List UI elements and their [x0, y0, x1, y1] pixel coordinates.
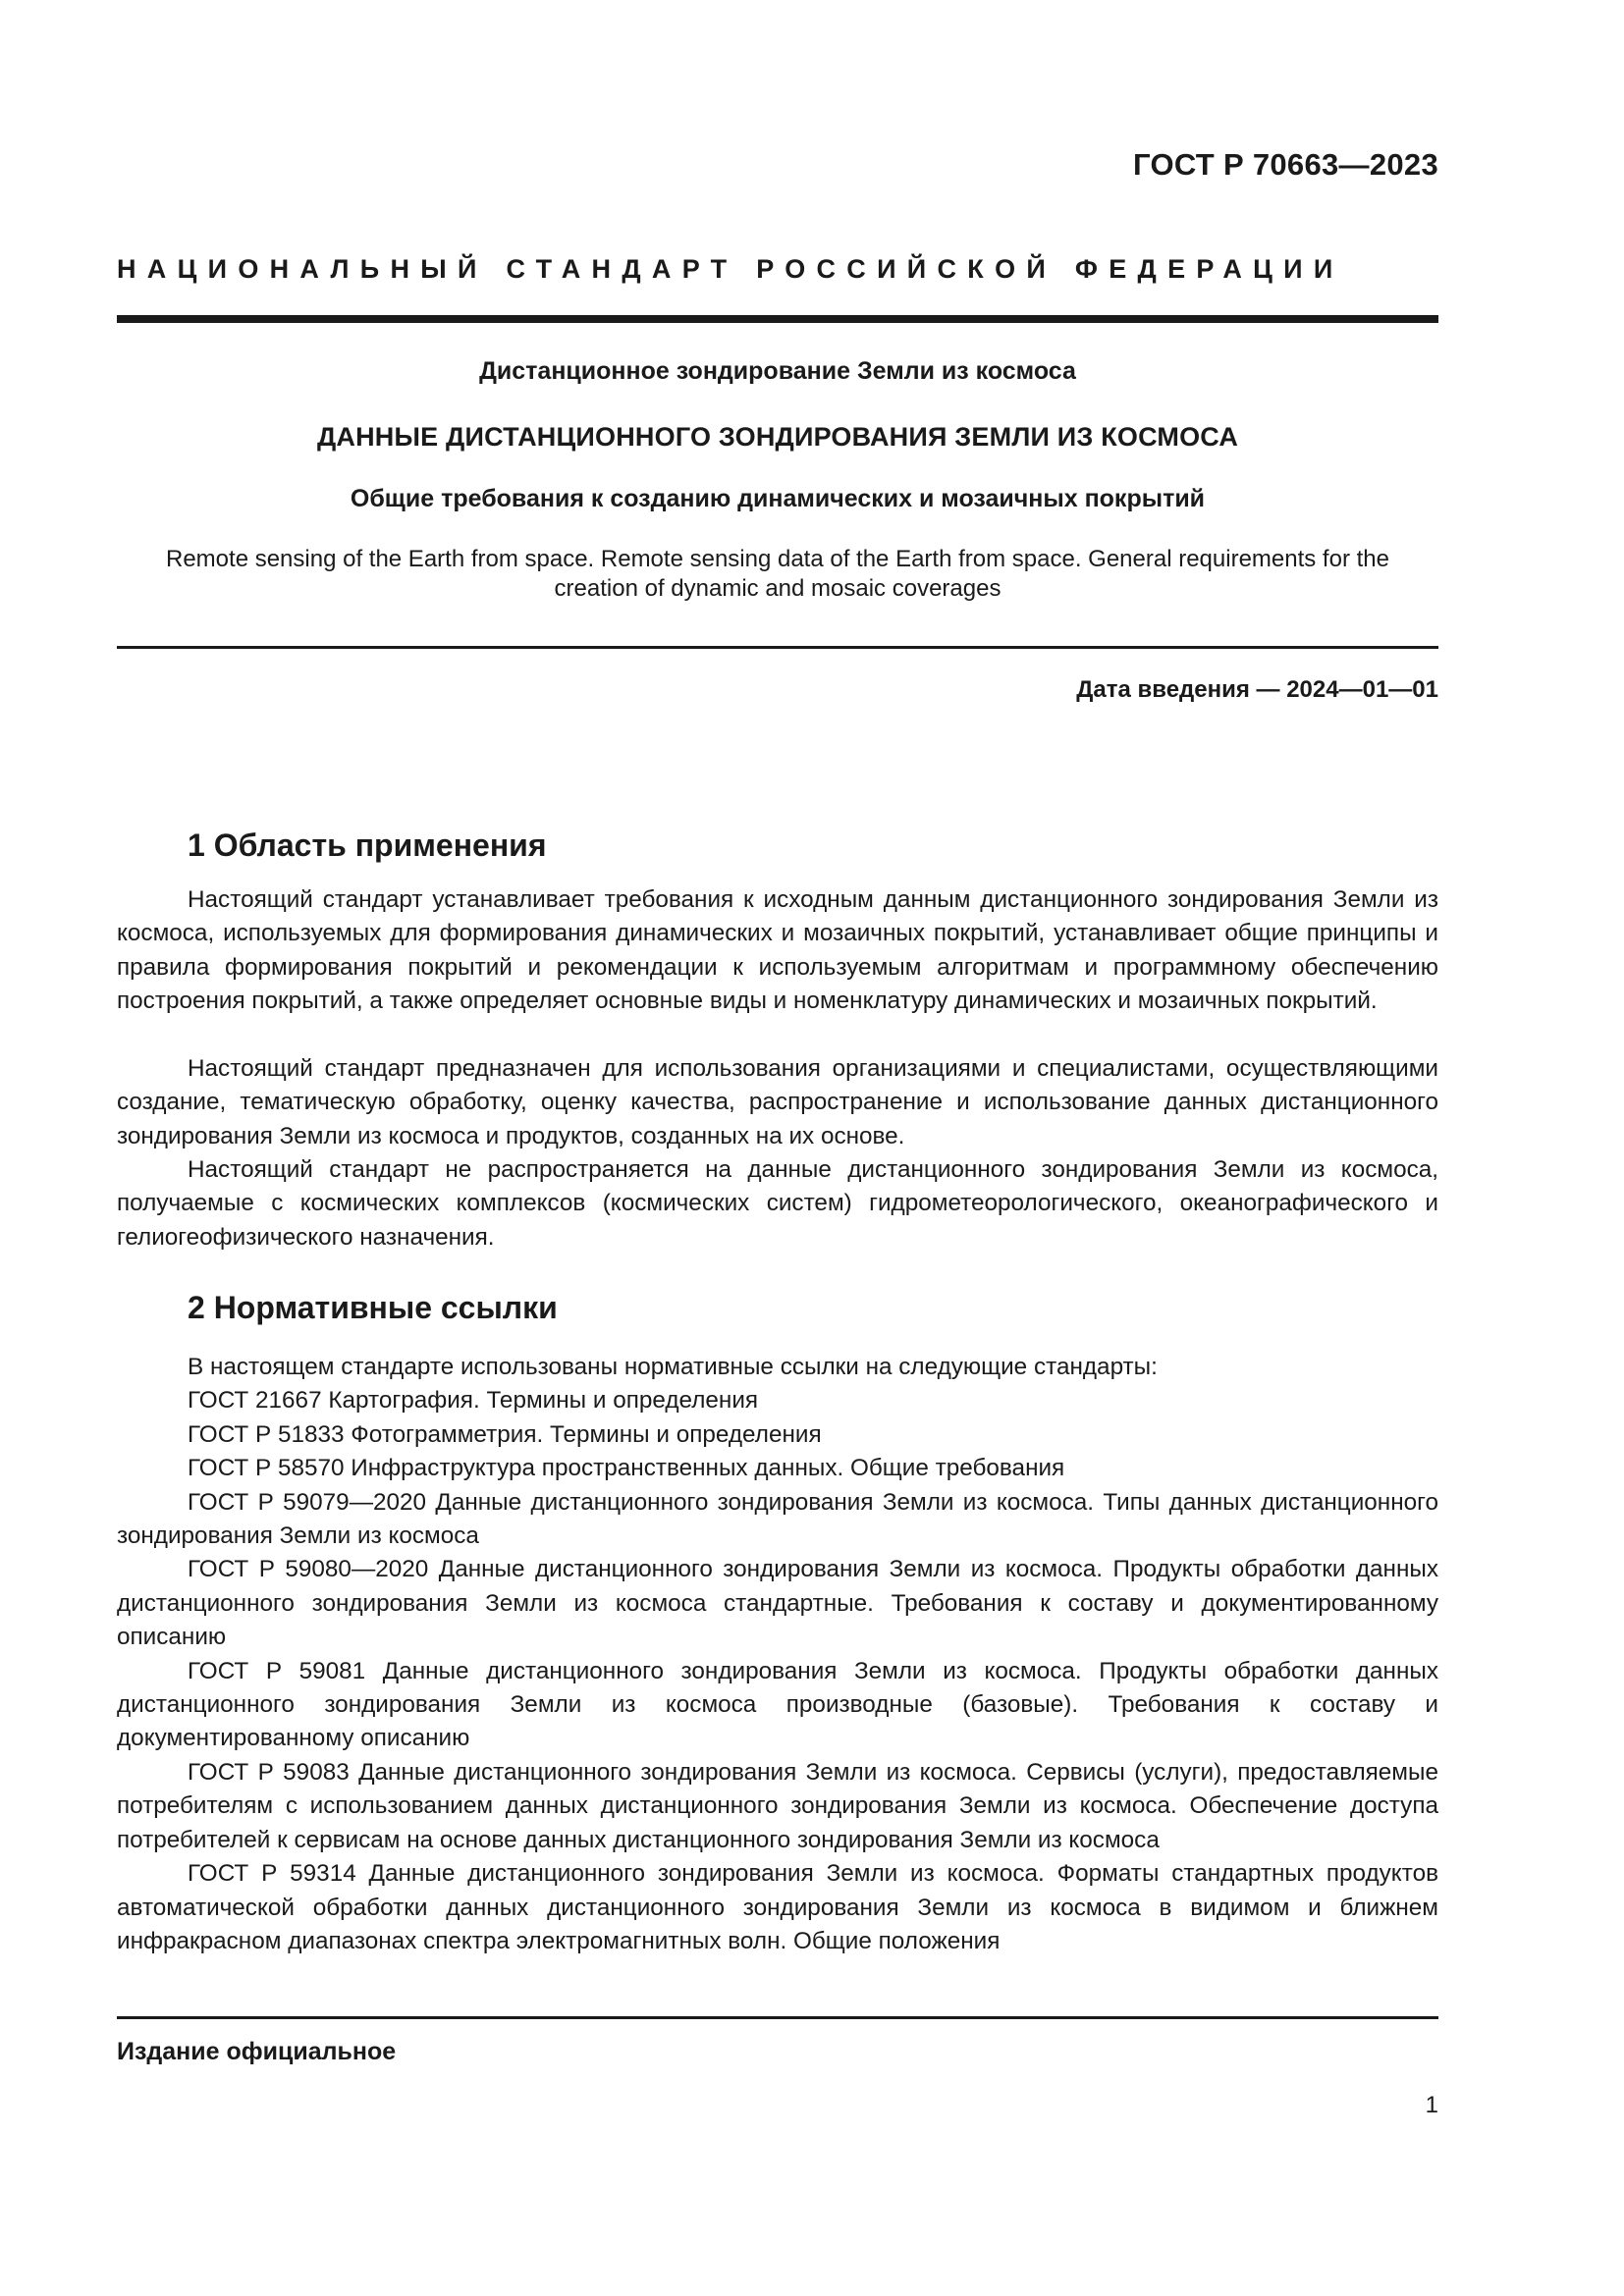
subject-line: Дистанционное зондирование Земли из космоса	[479, 357, 1076, 385]
list-item: ГОСТ Р 59314 Данные дистанционного зондирования Земли из космоса. Форматы стандартных продуктов автоматической обработки данных дистанционного зондирования Земли из космоса в видимом и ближнем инфракрасном диапазонах спектра электромагнитных волн. Общие положения	[117, 1860, 1438, 1954]
english-title: Remote sensing of the Earth from space. Remote sensing data of the Earth from space. General requirements for the creation of dynamic and mosaic coverages	[166, 546, 1389, 602]
list-item: ГОСТ Р 59080—2020 Данные дистанционного зондирования Земли из космоса. Продукты обработки данных дистанционного зондирования Земли из космоса стандартные. Требования к составу и документированному описанию	[117, 1556, 1438, 1651]
paragraph: Настоящий стандарт устанавливает требования к исходным данным дистанционного зондирования Земли из космоса, используемых для формирования динамических и мозаичных покрытий, устанавливает общие принципы и правила формирования покрытий и рекомендации к используемым алгоритмам и программному обеспечению построения покрытий, а также определяет основные виды и номенклатуру динамических и мозаичных покрытий.	[117, 886, 1438, 1015]
list-item: ГОСТ Р 58570 Инфраструктура пространственных данных. Общие требования	[188, 1455, 1065, 1482]
list-item: В настоящем стандарте использованы нормативные ссылки на следующие стандарты:	[188, 1354, 1158, 1380]
paragraph: Настоящий стандарт не распространяется на данные дистанционного зондирования Земли из космоса, получаемые с космических комплексов (космических систем) гидрометеорологического, океанографического и гелиогеофизического назначения.	[117, 1156, 1438, 1251]
list-item: ГОСТ Р 59081 Данные дистанционного зондирования Земли из космоса. Продукты обработки данных дистанционного зондирования Земли из космоса производные (базовые). Требования к составу и документированному описанию	[117, 1657, 1438, 1752]
references-list	[117, 1351, 1438, 1958]
divider	[117, 646, 1438, 649]
section-heading: 2 Нормативные ссылки	[188, 1290, 558, 1325]
introduction-date: Дата введения — 2024—01—01	[1076, 676, 1438, 703]
document-number: ГОСТ Р 70663—2023	[1133, 147, 1438, 182]
list-item: ГОСТ Р 59083 Данные дистанционного зондирования Земли из космоса. Сервисы (услуги), предоставляемые потребителям с использованием данных дистанционного зондирования Земли из космоса. Обеспечение доступа потребителей к сервисам на основе данных дистанционного зондирования Земли из космоса	[117, 1758, 1438, 1853]
footer-divider	[117, 2016, 1438, 2019]
main-title: ДАННЫЕ ДИСТАНЦИОННОГО ЗОНДИРОВАНИЯ ЗЕМЛИ ИЗ КОСМОСА	[316, 422, 1239, 452]
page-number: 1	[1425, 2092, 1438, 2118]
official-edition-label: Издание официальное	[117, 2038, 397, 2065]
section-heading: 1 Область применения	[188, 828, 547, 863]
subtitle: Общие требования к созданию динамических и мозаичных покрытий	[350, 485, 1206, 512]
thick-divider	[117, 315, 1438, 323]
national-standard-banner: НАЦИОНАЛЬНЫЙ СТАНДАРТ РОССИЙСКОЙ ФЕДЕРАЦИИ	[117, 254, 1344, 284]
paragraph: Настоящий стандарт предназначен для использования организациями и специалистами, осуществляющими создание, тематическую обработку, оценку качества, распространение и использование данных дистанционного зондирования Земли из космоса и продуктов, созданных на их основе.	[117, 1055, 1438, 1149]
list-item: ГОСТ Р 51833 Фотограмметрия. Термины и определения	[188, 1420, 822, 1448]
list-item: ГОСТ Р 59079—2020 Данные дистанционного зондирования Земли из космоса. Типы данных дистанционного зондирования Земли из космоса	[117, 1488, 1438, 1550]
list-item: ГОСТ 21667 Картография. Термины и определения	[188, 1387, 759, 1415]
